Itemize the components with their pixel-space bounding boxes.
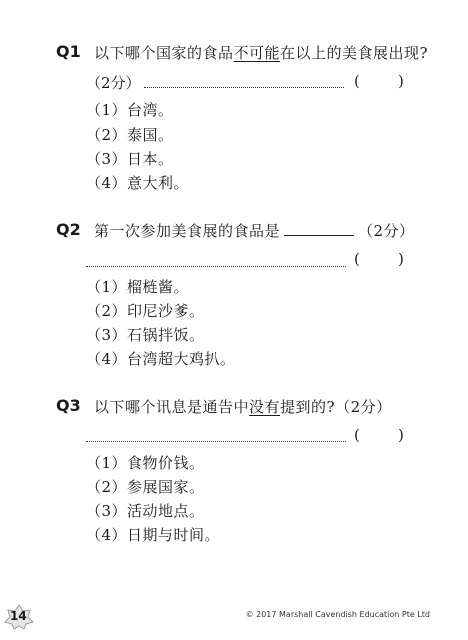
- question-text-part: 第一次参加美食展的食品是: [94, 222, 281, 240]
- answer-line[interactable]: [144, 87, 344, 88]
- question-number: Q3: [56, 396, 81, 415]
- option-1: （1）食物价钱。: [86, 454, 205, 472]
- option-1: （1）榴梿酱。: [86, 278, 190, 296]
- option-4: （4）意大利。: [86, 174, 190, 192]
- question-text-part: 以下哪个国家的食品: [94, 44, 234, 62]
- question-text: [94, 220, 415, 241]
- marks-label: （2分）: [86, 74, 141, 92]
- question-text-part: 以下哪个讯息是通告中: [94, 398, 250, 416]
- fill-blank[interactable]: [284, 221, 354, 236]
- option-4: （4）日期与时间。: [86, 526, 221, 544]
- answer-box[interactable]: ( ): [354, 250, 404, 268]
- question-number: Q2: [56, 220, 81, 239]
- option-2: （2）印尼沙爹。: [86, 302, 205, 320]
- option-2: （2）泰国。: [86, 126, 174, 144]
- option-1: （1）台湾。: [86, 101, 174, 119]
- question-text-part: 提到的?（2分）: [280, 398, 392, 416]
- question-text-underlined: 不可能: [233, 44, 281, 62]
- question-text-underlined: 没有: [249, 398, 281, 416]
- question-number: Q1: [56, 42, 81, 61]
- answer-box[interactable]: ( ): [354, 426, 404, 444]
- option-3: （3）石锅拌饭。: [86, 326, 205, 344]
- answer-line[interactable]: [86, 266, 346, 267]
- option-2: （2）参展国家。: [86, 478, 205, 496]
- answer-box[interactable]: ( ): [354, 72, 404, 90]
- option-4: （4）台湾超大鸡扒。: [86, 350, 236, 368]
- option-3: （3）活动地点。: [86, 502, 205, 520]
- question-text-part: 在以上的美食展出现?: [280, 44, 429, 62]
- answer-line[interactable]: [86, 441, 346, 442]
- marks-label: （2分）: [358, 222, 415, 240]
- option-3: （3）日本。: [86, 150, 174, 168]
- question-text: [94, 396, 392, 417]
- page-number: 14: [10, 609, 27, 623]
- copyright-notice: © 2017 Marshall Cavendish Education Pte Ltd: [245, 610, 430, 619]
- question-text: [94, 42, 428, 63]
